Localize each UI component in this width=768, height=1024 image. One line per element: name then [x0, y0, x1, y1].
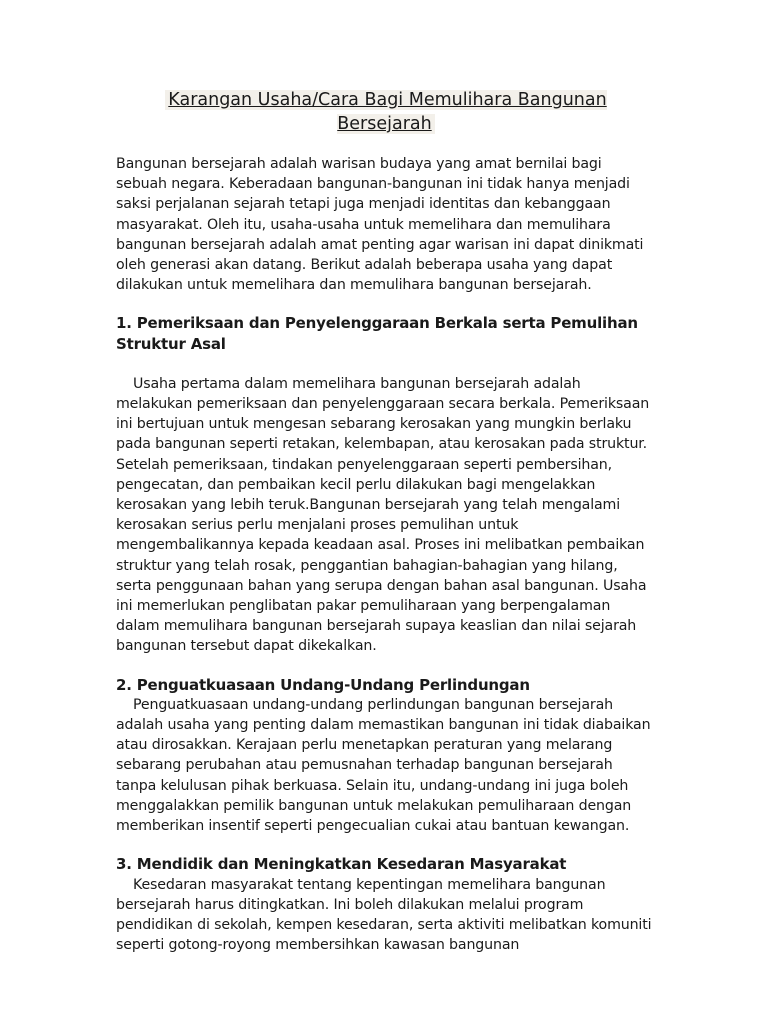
section-3-heading: 3. Mendidik dan Meningkatkan Kesedaran Masyarakat	[116, 855, 567, 874]
intro-paragraph: Bangunan bersejarah adalah warisan budaya yang amat bernilai bagi sebuah negara. Keberadaan bangunan-bangunan ini tidak hanya menjadi saksi perjalanan sejarah tetapi juga menjadi identitas dan kebanggaan masyarakat. Oleh itu, usaha-usaha untuk memelihara dan memulihara bangunan bersejarah adalah amat penting agar warisan ini dapat dinikmati oleh generasi akan datang. Berikut adalah beberapa usaha yang dapat dilakukan untuk memelihara dan memulihara bangunan bersejarah.	[116, 156, 644, 294]
section-3-body: Kesedaran masyarakat tentang kepentingan memelihara bangunan bersejarah harus ditingkatkan. Ini boleh dilakukan melalui program pendidikan di sekolah, kempen kesedaran, serta aktiviti melibatkan komuniti seperti gotong-royong membersihkan kawasan bangunan	[116, 876, 652, 954]
section-1	[116, 313, 656, 656]
section-3	[116, 854, 656, 955]
section-2	[116, 675, 656, 837]
document-title	[116, 88, 656, 136]
document-page	[116, 88, 656, 973]
section-2-body: Penguatkuasaan undang-undang perlindungan bangunan bersejarah adalah usaha yang penting dalam memastikan bangunan ini tidak diabaikan atau dirosakkan. Kerajaan perlu menetapkan peraturan yang melarang sebarang perubahan atau pemusnahan terhadap bangunan bersejarah tanpa kelulusan pihak berkuasa. Selain itu, undang-undang ini juga boleh menggalakkan pemilik bangunan untuk melakukan pemuliharaan dengan memberikan insentif seperti pengecualian cukai atau bantuan kewangan.	[116, 696, 651, 835]
section-2-heading: 2. Penguatkuasaan Undang-Undang Perlindungan	[116, 675, 530, 694]
document-title-text: Karangan Usaha/Cara Bagi Memulihara Bangunan Bersejarah	[165, 90, 606, 134]
section-1-heading: 1. Pemeriksaan dan Penyelenggaraan Berkala serta Pemulihan Struktur Asal	[116, 314, 638, 353]
section-1-body: Usaha pertama dalam memelihara bangunan bersejarah adalah melakukan pemeriksaan dan penyelenggaraan secara berkala. Pemeriksaan ini bertujuan untuk mengesan sebarang kerosakan yang mungkin berlaku pada bangunan seperti retakan, kelembapan, atau kerosakan pada struktur. Setelah pemeriksaan, tindakan penyelenggaraan seperti pembersihan, pengecatan, dan pembaikan kecil perlu dilakukan bagi mengelakkan kerosakan yang lebih teruk.Bangunan bersejarah yang telah mengalami kerosakan serius perlu menjalani proses pemulihan untuk mengembalikannya kepada keadaan asal. Proses ini melibatkan pembaikan struktur yang telah rosak, penggantian bahagian-bahagian yang hilang, serta penggunaan bahan yang serupa dengan bahan asal bangunan. Usaha ini memerlukan penglibatan pakar pemuliharaan yang berpengalaman dalam memulihara bangunan bersejarah supaya keaslian dan nilai sejarah bangunan tersebut dapat dikekalkan.	[116, 375, 650, 655]
